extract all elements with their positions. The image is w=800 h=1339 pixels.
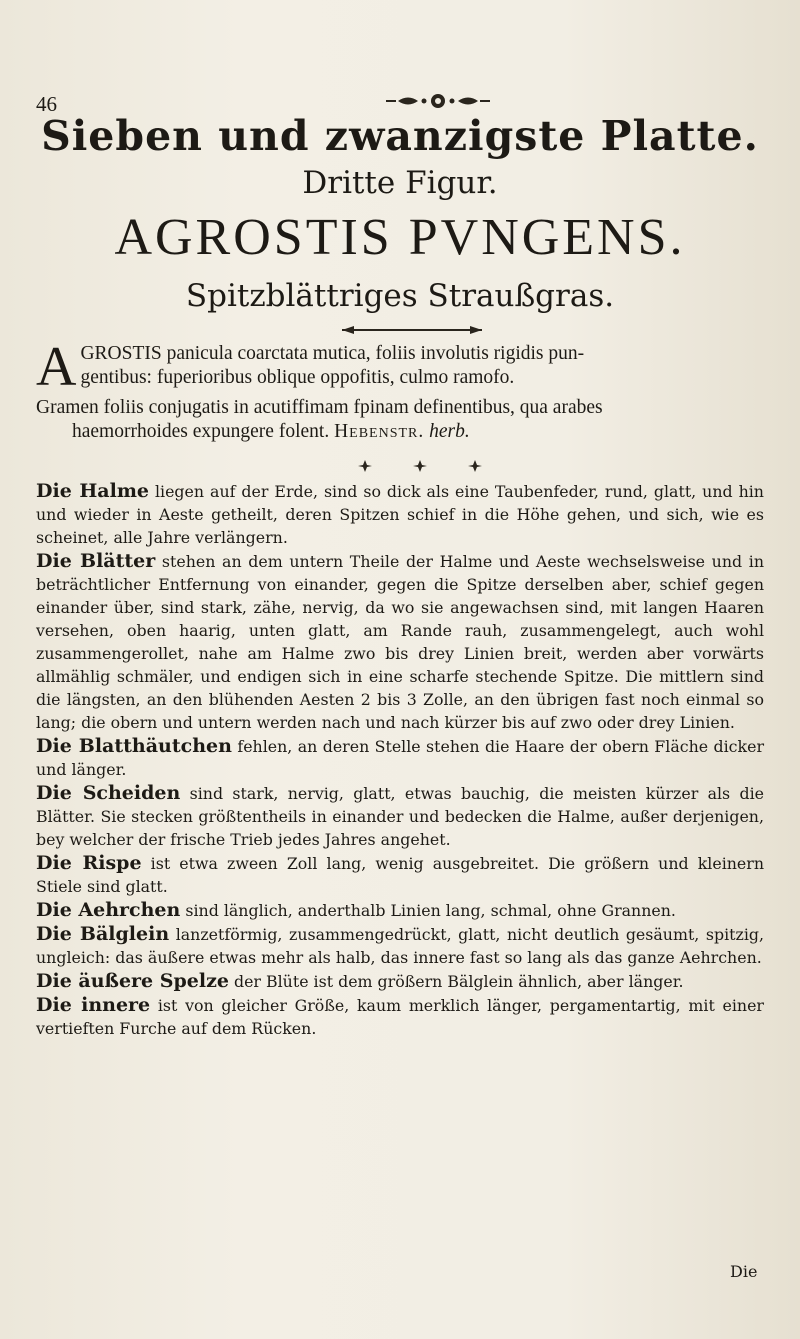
text-scheiden: sind stark, nervig, glatt, etwas bauchig, die meisten kürzer als die Blätter. Sie stecken größtentheils in einander und bedecken die Halme, außer derjenigen, bey welcher der frische Trieb jedes Jahres angehet. <box>36 784 764 849</box>
term-rispe: Die Rispe <box>36 852 142 874</box>
term-blaetter: Die Blätter <box>36 550 156 572</box>
paragraph-innere-spelze <box>36 994 764 1040</box>
page-number: 46 <box>36 92 57 116</box>
latin-diagnosis-line-2: gentibus: fuperioribus oblique oppofitis, culmo ramofo. <box>80 367 515 388</box>
term-blatthaeutchen: Die Blatthäutchen <box>36 735 232 757</box>
latin-description <box>36 336 756 444</box>
plate-heading: Sieben und zwanzigste Platte. <box>41 112 759 160</box>
header-ornament-icon <box>378 90 498 112</box>
german-species-title: Spitzblättriges Straußgras. <box>185 278 615 314</box>
term-scheiden: Die Scheiden <box>36 782 181 804</box>
paragraph-blaetter <box>36 550 764 734</box>
text-baelglein: lanzetförmig, zusammengedrückt, glatt, nicht deutlich gesäumt, spitzig, ungleich: das äußere etwas mehr als halb, das innere fast so lang als das ganze Aehrchen. <box>36 925 765 967</box>
paragraph-baelglein <box>36 923 764 969</box>
synonym-line-2 <box>36 420 756 444</box>
term-baelglein: Die Bälglein <box>36 923 170 945</box>
text-aeussere-spelze: der Blüte ist dem größern Bälglein ähnlich, aber länger. <box>228 972 684 991</box>
synonym-text: haemorrhoides expungere folent. <box>72 421 330 442</box>
synonym-line-1: Gramen foliis conjugatis in acutiffimam fpinam definentibus, qua arabes <box>36 397 603 418</box>
paragraph-halme <box>36 480 764 549</box>
term-aeussere-spelze: Die äußere Spelze <box>36 970 229 992</box>
paragraph-aeussere-spelze <box>36 970 764 993</box>
catchword: Die <box>730 1262 758 1281</box>
text-blatthaeutchen: fehlen, an deren Stelle stehen die Haare der obern Fläche dicker und länger. <box>36 737 764 779</box>
synonym-work: herb. <box>429 421 470 442</box>
section-stars-icon <box>350 458 490 474</box>
text-halme: liegen auf der Erde, sind so dick als eine Taubenfeder, rund, glatt, und hin und wieder in Aeste getheilt, deren Spitzen schief in die Höhe gehen, und sich, wie es scheinet, alle Jahre verlängern. <box>36 482 764 547</box>
text-rispe: ist etwa zween Zoll lang, wenig ausgebreitet. Die größern und kleinern Stiele sind glatt. <box>36 854 764 896</box>
paragraph-aehrchen <box>36 899 764 922</box>
german-description <box>36 480 764 1041</box>
term-halme: Die Halme <box>36 480 150 502</box>
term-innere-spelze: Die innere <box>36 994 151 1016</box>
paragraph-scheiden <box>36 782 764 851</box>
latin-species-title: AGROSTIS PVNGENS. <box>114 209 686 266</box>
drop-cap: A <box>36 336 77 398</box>
text-blaetter: stehen an dem untern Theile der Halme und Aeste wechselsweise und in beträchtlicher Entfernung von einander, gegen die Spitze derselben aber, schief gegen einander über, sind stark, zähe, nervig, da wo sie angewachsen sind, mit langen Haaren versehen, oben haarig, unten glatt, am Rande rauh, zusammengelegt, auch wohl zusammengerollet, nahe am Halme zwo bis drey Linien breit, werden aber vorwärts allmählig schmäler, und endigen sich in eine scharfe stechende Spitze. Die mittlern sind die längsten, an den blühenden Aesten 2 bis 3 Zolle, an den übrigen fast noch einmal so lang; die obern und untern werden nach und nach kürzer bis auf zwo oder drey Linien. <box>36 552 764 732</box>
paragraph-rispe <box>36 852 764 898</box>
synonym-author: Hebenstr. <box>334 421 425 442</box>
term-aehrchen: Die Aehrchen <box>36 899 181 921</box>
text-aehrchen: sind länglich, anderthalb Linien lang, schmal, ohne Grannen. <box>180 901 676 920</box>
figure-heading: Dritte Figur. <box>302 165 498 201</box>
paragraph-blatthaeutchen <box>36 735 764 781</box>
latin-diagnosis-line-1: GROSTIS panicula coarctata mutica, foliis involutis rigidis pun- <box>80 343 585 364</box>
text-innere-spelze: ist von gleicher Größe, kaum merklich länger, pergamentartig, mit einer vertieften Furche auf dem Rücken. <box>36 996 764 1038</box>
divider-rule <box>332 324 492 336</box>
